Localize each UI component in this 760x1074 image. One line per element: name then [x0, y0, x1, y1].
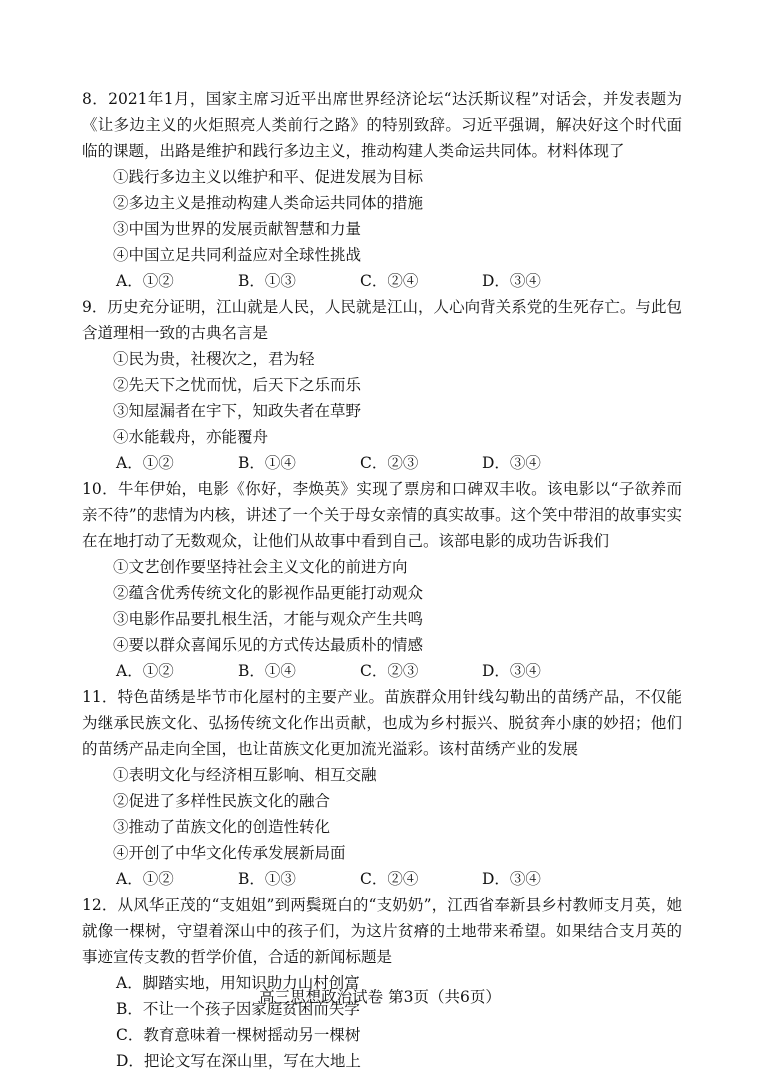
- question-11: [82, 684, 682, 892]
- statement-item: ③推动了苗族文化的创造性转化: [113, 818, 331, 836]
- question-10: [82, 476, 682, 684]
- statement-item: ②多边主义是推动构建人类命运共同体的措施: [113, 194, 424, 212]
- answer-choices: [82, 658, 682, 684]
- statement-item: ②蕴含优秀传统文化的影视作品更能打动观众: [113, 584, 424, 602]
- choice-d: D．③④: [482, 454, 541, 472]
- choice-b: B．①④: [238, 454, 296, 472]
- choice-a: A．①②: [116, 870, 174, 888]
- statement-item: ④中国立足共同利益应对全球性挑战: [113, 246, 362, 264]
- question-stem: 8．2021年1月，国家主席习近平出席世界经济论坛“达沃斯议程”对话会，并发表题为《让多边主义的火炬照亮人类前行之路》的特别致辞。习近平强调，解决好这个时代面临的课题，出路是维护和践行多边主义，推动构建人类命运共同体。材料体现了: [82, 90, 682, 160]
- statement-item: ③知屋漏者在宇下，知政失者在草野: [113, 402, 362, 420]
- choice-a: A．①②: [116, 272, 174, 290]
- choice-b: B．①④: [238, 662, 296, 680]
- page-footer: 高三思想政治试卷 第3页（共6页）: [259, 988, 501, 1006]
- question-stem: 12．从风华正茂的“支姐姐”到两鬓斑白的“支奶奶”，江西省奉新县乡村教师支月英，她就像一棵树，守望着深山中的孩子们，为这片贫瘠的土地带来希望。如果结合支月英的事迹宣传支教的哲学价值，合适的新闻标题是: [82, 896, 682, 966]
- statement-item: ②促进了多样性民族文化的融合: [113, 792, 331, 810]
- choice-d: D．③④: [482, 272, 541, 290]
- choice-c: C．②③: [360, 454, 419, 472]
- choice-c: C．②④: [360, 272, 419, 290]
- answer-choices: [82, 268, 682, 294]
- choice-b: B．①③: [238, 272, 296, 290]
- statement-item: ①文艺创作要坚持社会主义文化的前进方向: [113, 558, 408, 576]
- question-stem: 10．牛年伊始，电影《你好，李焕英》实现了票房和口碑双丰收。该电影以“子欲养而亲不待”的悲情为内核，讲述了一个关于母女亲情的真实故事。这个笑中带泪的故事实实在在地打动了无数观众，让他们从故事中看到自己。该部电影的成功告诉我们: [82, 480, 682, 550]
- exam-content: [82, 86, 682, 1074]
- choice-a: A．①②: [116, 454, 174, 472]
- option-a: A．脚踏实地，用知识助力山村创富: [116, 974, 360, 992]
- answer-choices: [82, 450, 682, 476]
- statement-item: ④要以群众喜闻乐见的方式传达最质朴的情感: [113, 636, 424, 654]
- option-d: D．把论文写在深山里，写在大地上: [116, 1052, 361, 1070]
- statement-item: ①表明文化与经济相互影响、相互交融: [113, 766, 377, 784]
- statement-item: ③中国为世界的发展贡献智慧和力量: [113, 220, 362, 238]
- question-stem: 9．历史充分证明，江山就是人民，人民就是江山，人心向背关系党的生死存亡。与此包含道理相一致的古典名言是: [82, 298, 682, 342]
- question-stem: 11．特色苗绣是毕节市化屋村的主要产业。苗族群众用针线勾勒出的苗绣产品，不仅能为继承民族文化、弘扬传统文化作出贡献，也成为乡村振兴、脱贫奔小康的妙招；他们的苗绣产品走向全国，也让苗族文化更加流光溢彩。该村苗绣产业的发展: [82, 688, 682, 758]
- option-b: B．不让一个孩子因家庭贫困而失学: [116, 1000, 360, 1018]
- option-c: C．教育意味着一棵树摇动另一棵树: [116, 1026, 361, 1044]
- choice-b: B．①③: [238, 870, 296, 888]
- answer-choices: [82, 866, 682, 892]
- statement-item: ①民为贵，社稷次之，君为轻: [113, 350, 315, 368]
- statement-item: ③电影作品要扎根生活，才能与观众产生共鸣: [113, 610, 424, 628]
- choice-d: D．③④: [482, 870, 541, 888]
- statement-item: ④水能载舟，亦能覆舟: [113, 428, 269, 446]
- choice-c: C．②③: [360, 662, 419, 680]
- statement-item: ①践行多边主义以维护和平、促进发展为目标: [113, 168, 424, 186]
- choice-a: A．①②: [116, 662, 174, 680]
- question-8: [82, 86, 682, 294]
- question-9: [82, 294, 682, 476]
- question-12: [82, 892, 682, 1074]
- choice-d: D．③④: [482, 662, 541, 680]
- choice-c: C．②④: [360, 870, 419, 888]
- statement-item: ②先天下之忧而忧，后天下之乐而乐: [113, 376, 362, 394]
- statement-item: ④开创了中华文化传承发展新局面: [113, 844, 346, 862]
